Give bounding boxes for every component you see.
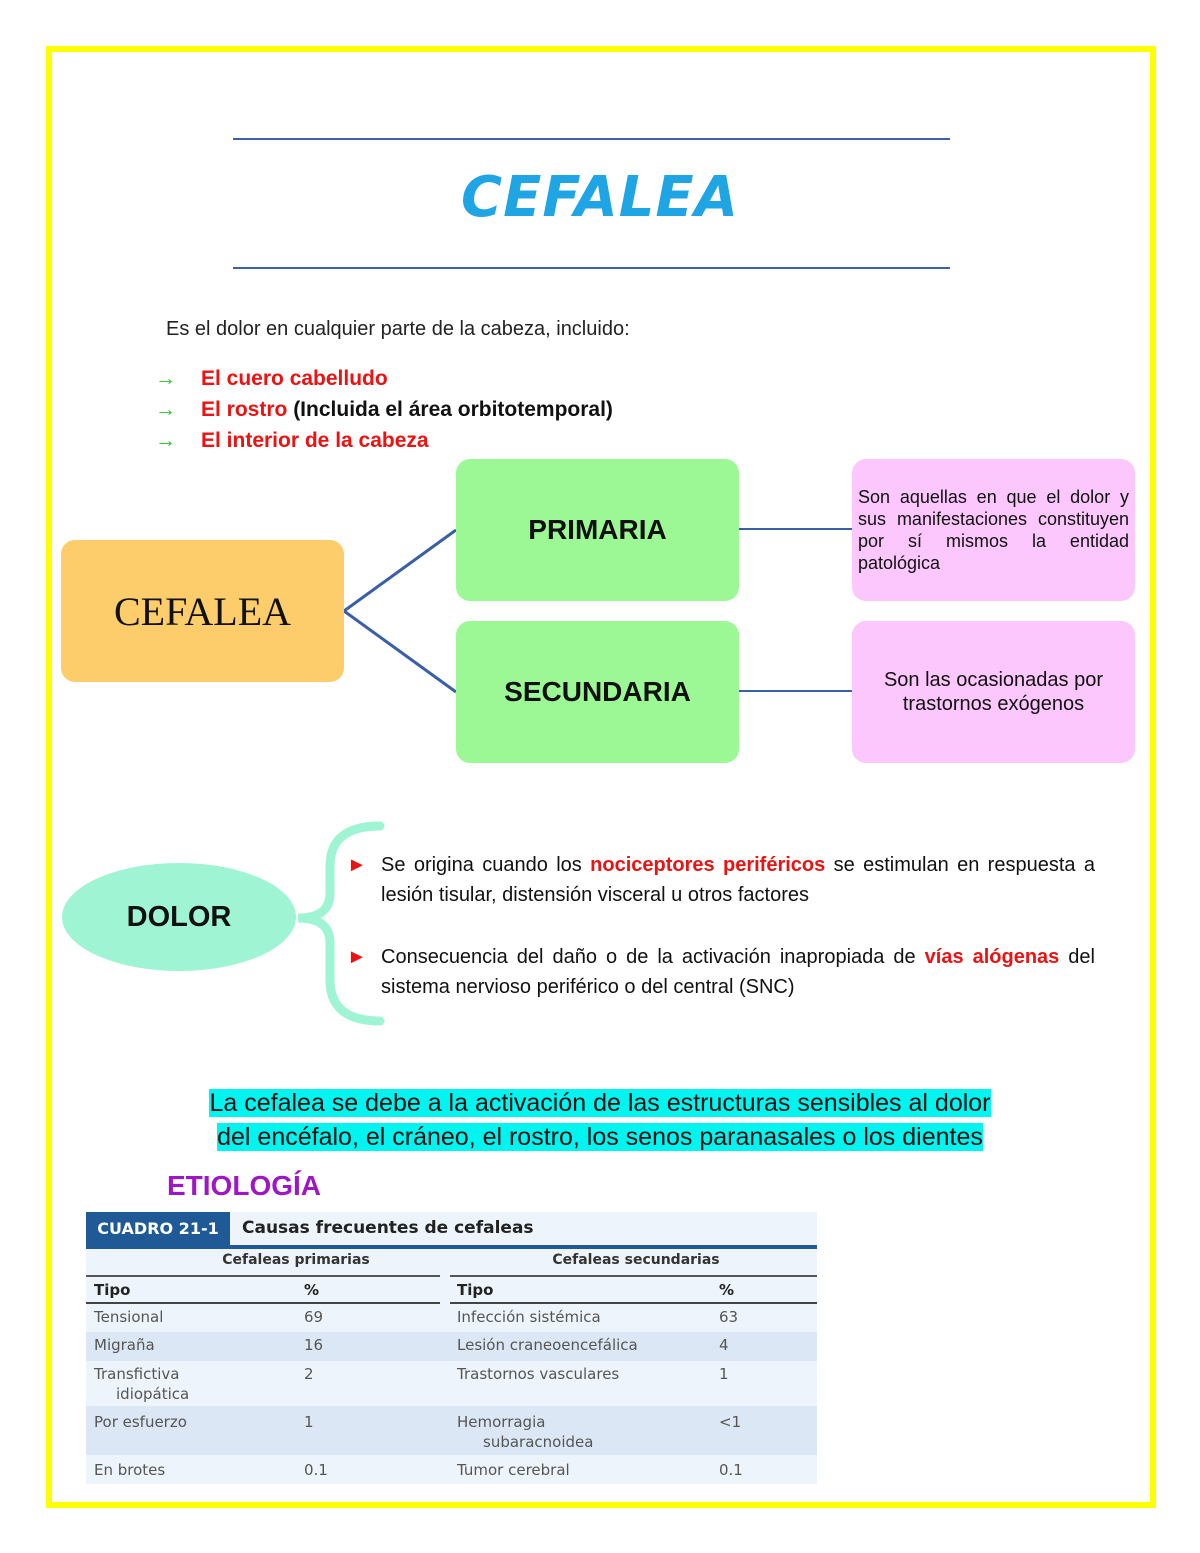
arrow-icon: → bbox=[155, 366, 176, 390]
cell-tipo: Transfictiva bbox=[94, 1365, 180, 1383]
cell-percent: 0.1 bbox=[304, 1461, 328, 1479]
cell-tipo: Trastornos vasculares bbox=[457, 1365, 620, 1383]
group-rule bbox=[450, 1275, 817, 1277]
list-item-detail: (Incluida el área orbitotemporal) bbox=[287, 397, 613, 421]
header-tipo: Tipo bbox=[457, 1281, 494, 1299]
list-item-highlight: El interior de la cabeza bbox=[201, 428, 429, 452]
section-heading: ETIOLOGÍA bbox=[167, 1170, 321, 1201]
dolor-item-text: Consecuencia del daño o de la activación inapropiada de vías alógenas del sistema nervioso periférico o del central (SNC) bbox=[381, 946, 1101, 998]
cell-percent: 0.1 bbox=[719, 1461, 743, 1479]
dolor-item-text: Se origina cuando los nociceptores periféricos se estimulan en respuesta a lesión tisular, distensión visceral u otros factores bbox=[381, 854, 1101, 906]
cell-tipo: Migraña bbox=[94, 1336, 155, 1354]
header-percent: % bbox=[304, 1281, 320, 1299]
secundaria-desc-node bbox=[852, 621, 1135, 763]
header-tipo: Tipo bbox=[94, 1281, 131, 1299]
list-item-highlight: El rostro bbox=[201, 397, 288, 421]
cefalea-node bbox=[61, 540, 344, 682]
cefalea-node-label: CEFALEA bbox=[113, 588, 292, 634]
cell-percent: <1 bbox=[719, 1413, 742, 1431]
primaria-node bbox=[456, 459, 739, 601]
connector-primaria bbox=[344, 530, 456, 611]
dolor-item-2 bbox=[347, 942, 1101, 1002]
cell-tipo: Hemorragia bbox=[457, 1413, 546, 1431]
table-top-rule bbox=[86, 1245, 817, 1249]
cell-percent: 1 bbox=[304, 1413, 314, 1431]
row-band bbox=[86, 1332, 817, 1361]
dolor-item-highlight: vías alógenas bbox=[924, 946, 1060, 968]
secundaria-node bbox=[456, 621, 739, 763]
highlight-statement bbox=[0, 1086, 1200, 1154]
cell-tipo-cont: subaracnoidea bbox=[483, 1433, 594, 1451]
list-item-highlight: El cuero cabelludo bbox=[201, 366, 388, 390]
row-band bbox=[86, 1406, 817, 1455]
dolor-node-label: DOLOR bbox=[126, 900, 232, 933]
dolor-item-highlight: nociceptores periféricos bbox=[590, 854, 826, 876]
table-caption: Causas frecuentes de cefaleas bbox=[242, 1218, 534, 1238]
cell-tipo: En brotes bbox=[94, 1461, 166, 1479]
cell-tipo: Tumor cerebral bbox=[457, 1461, 570, 1479]
header-percent: % bbox=[719, 1281, 735, 1299]
group-header-primarias: Cefaleas primarias bbox=[222, 1252, 370, 1268]
table-badge: CUADRO 21-1 bbox=[86, 1212, 230, 1245]
primaria-node-label: PRIMARIA bbox=[528, 514, 667, 545]
cell-tipo: Lesión craneoencefálica bbox=[457, 1336, 638, 1354]
secundaria-node-label: SECUNDARIA bbox=[504, 676, 691, 707]
arrow-icon: → bbox=[155, 428, 176, 452]
cell-percent: 2 bbox=[304, 1365, 314, 1383]
secundaria-desc-text: Son las ocasionadas por trastornos exógenos bbox=[883, 669, 1104, 715]
causes-table bbox=[86, 1212, 817, 1484]
cell-tipo: Por esfuerzo bbox=[94, 1413, 187, 1431]
header-rule bbox=[450, 1302, 817, 1304]
cell-percent: 4 bbox=[719, 1336, 729, 1354]
group-rule bbox=[86, 1275, 440, 1277]
highlight-line-2: del encéfalo, el cráneo, el rostro, los senos paranasales o los dientes bbox=[217, 1123, 983, 1151]
intro-text: Es el dolor en cualquier parte de la cabeza, incluido: bbox=[166, 318, 630, 340]
header-rule bbox=[86, 1302, 440, 1304]
connector-secundaria bbox=[344, 611, 456, 692]
dolor-item-1 bbox=[347, 850, 1101, 910]
cell-percent: 1 bbox=[719, 1365, 729, 1383]
triangle-icon: ► bbox=[347, 854, 367, 876]
page-title: CEFALEA bbox=[460, 165, 739, 230]
triangle-icon: ► bbox=[347, 946, 367, 968]
cell-tipo: Tensional bbox=[94, 1308, 164, 1326]
highlight-line-1: La cefalea se debe a la activación de las estructuras sensibles al dolor bbox=[209, 1089, 991, 1117]
primaria-desc-text: Son aquellas en que el dolor y sus manifestaciones constituyen por sí mismos la entidad patológica bbox=[858, 487, 1129, 573]
cell-percent: 69 bbox=[304, 1308, 324, 1326]
primaria-desc-node bbox=[852, 459, 1135, 601]
cell-percent: 16 bbox=[304, 1336, 324, 1354]
arrow-icon: → bbox=[155, 397, 176, 421]
dolor-node bbox=[62, 863, 296, 971]
cell-percent: 63 bbox=[719, 1308, 739, 1326]
cell-tipo-cont: idiopática bbox=[116, 1385, 190, 1403]
cell-tipo: Infección sistémica bbox=[457, 1308, 601, 1326]
group-header-secundarias: Cefaleas secundarias bbox=[552, 1252, 720, 1268]
